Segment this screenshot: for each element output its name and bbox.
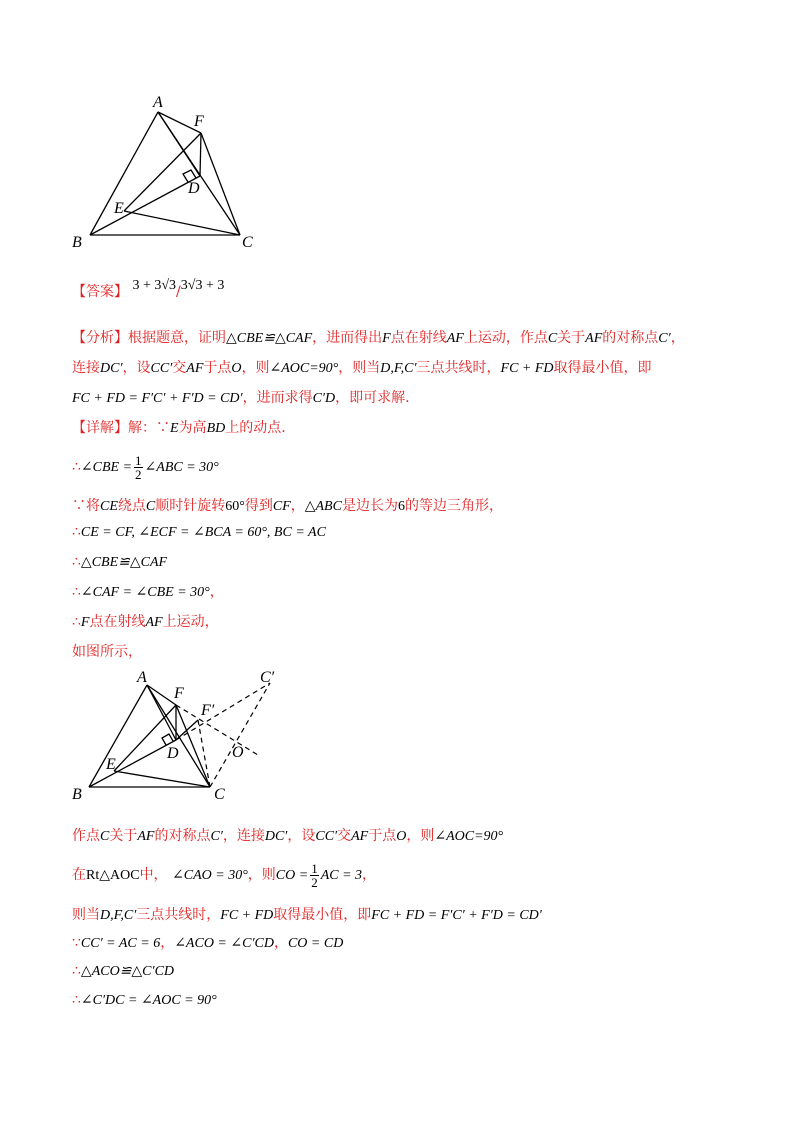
label-C-prime: C′: [260, 669, 275, 686]
detail-text: 上的动点.: [225, 420, 286, 436]
detail-text: ∴: [72, 992, 81, 1008]
analysis-tag: 【分析】: [72, 330, 128, 346]
answer-tag: 【答案】: [72, 284, 128, 300]
label-E: E: [114, 200, 124, 217]
detail-text: 在: [72, 867, 86, 883]
detail-math: CE = CF, ∠ECF = ∠BCA = 60°, BC = AC: [80, 525, 326, 540]
detail-math: C: [100, 829, 110, 844]
detail-math: ∠CAO = 30°: [172, 868, 248, 883]
fraction-one-half: [310, 862, 319, 889]
analysis-math: C′D: [312, 391, 336, 406]
analysis-text: 点在射线: [390, 330, 447, 346]
detail-text: ∵将: [72, 498, 100, 514]
analysis-text: ，: [670, 330, 685, 346]
detail-text: ，: [273, 935, 288, 951]
label-F-prime: F′: [201, 702, 215, 719]
detail-line-1: [72, 418, 286, 439]
analysis-text: 关于: [557, 330, 586, 346]
detail-math: CO =: [275, 868, 309, 883]
label-D: D: [188, 180, 200, 197]
detail2-line-3: [72, 905, 542, 926]
detail-text: 为高: [178, 420, 207, 436]
detail-math: 6: [397, 499, 405, 514]
label-E: E: [106, 756, 116, 773]
analysis-line-1: [72, 328, 685, 349]
analysis-text: 交: [172, 360, 187, 376]
detail-text: 作点: [72, 828, 100, 844]
figure-1-triangle: [70, 90, 280, 255]
detail-math: CO = CD: [287, 936, 344, 951]
analysis-text: 的对称点: [602, 330, 659, 346]
detail-text: ，: [160, 935, 175, 951]
analysis-text: 上运动，作点: [463, 330, 548, 346]
label-C: C: [214, 786, 225, 803]
detail-text: 得到: [244, 498, 273, 514]
detail-text: 上运动，: [162, 614, 219, 630]
detail-line-6: [72, 582, 224, 603]
analysis-text: ，进而得出: [312, 330, 383, 346]
detail-text: 取得最小值，即: [273, 907, 372, 923]
label-F: F: [174, 685, 184, 702]
detail2-line-5: [72, 961, 174, 982]
detail-text: 则当: [72, 907, 100, 923]
detail-math: CC′: [315, 829, 338, 844]
detail-line-8: [72, 642, 142, 662]
label-D: D: [167, 745, 179, 762]
fraction-numerator: 1: [135, 452, 142, 468]
detail-text: 是边长为: [341, 498, 398, 514]
analysis-math: △CBE≌△CAF: [226, 331, 313, 346]
detail-math: △CBE≌△CAF: [80, 555, 168, 570]
fraction-numerator: 1: [311, 860, 318, 876]
analysis-math: AF: [186, 361, 204, 376]
label-A: A: [153, 94, 163, 111]
analysis-math: DC′: [100, 361, 123, 376]
fraction-one-half: [134, 454, 143, 481]
detail-tag: 【详解】: [72, 420, 128, 436]
analysis-math: FC + FD: [500, 361, 554, 376]
detail-text: 中，: [139, 867, 168, 883]
analysis-line-2: [72, 358, 652, 379]
detail-text: 顺时针旋转: [155, 498, 226, 514]
detail-text: ∴: [72, 524, 81, 540]
detail2-line-2: [72, 858, 376, 893]
analysis-math: FC + FD = F′C′ + F′D = CD′: [72, 391, 243, 406]
detail2-line-6: [72, 990, 217, 1011]
detail-text: ，: [290, 498, 305, 514]
detail-math: AF: [137, 829, 155, 844]
detail-text: ∴: [72, 554, 81, 570]
detail-text: 三点共线时，: [136, 907, 221, 923]
detail-math: CC′ = AC = 6: [80, 936, 161, 951]
analysis-text: 取得最小值，即: [553, 360, 652, 376]
analysis-text: 三点共线时，: [416, 360, 501, 376]
detail-math: C: [145, 499, 156, 514]
detail-math: ∠ABC = 30°: [144, 460, 219, 475]
detail-math: CE: [100, 499, 118, 514]
detail-text: ，: [209, 584, 224, 600]
analysis-text: ，则: [241, 360, 270, 376]
detail-math: E: [170, 421, 179, 436]
label-A: A: [137, 669, 147, 686]
analysis-text: 根据题意，证明: [128, 330, 226, 346]
detail-math: FC + FD: [220, 908, 274, 923]
analysis-math: C′: [658, 331, 671, 346]
detail-math: ∠ACO = ∠C′CD: [174, 936, 274, 951]
analysis-text: 于点: [203, 360, 232, 376]
detail-text: 如图所示，: [72, 644, 142, 660]
detail-text: ，则: [247, 867, 276, 883]
detail-line-2: [72, 452, 219, 483]
detail-math: Rt△AOC: [86, 868, 140, 883]
analysis-math: CC′: [150, 361, 173, 376]
analysis-text: ，进而求得: [242, 390, 313, 406]
detail-math: DC′: [264, 829, 288, 844]
answer-sep: /: [176, 284, 181, 300]
figure-2-reflection: [70, 665, 300, 805]
detail-math: ∠C′DC = ∠AOC = 90°: [80, 993, 217, 1008]
label-F: F: [194, 113, 204, 130]
detail-math: F: [80, 615, 90, 630]
detail2-line-1: [72, 826, 503, 847]
analysis-text: 连接: [72, 360, 100, 376]
detail-math: ∠CAF = ∠CBE = 30°: [80, 585, 210, 600]
detail-math: CF: [272, 499, 291, 514]
answer-value-2: 3√3 + 3: [180, 278, 225, 293]
detail-math: BD: [206, 421, 226, 436]
answer-line: [72, 278, 225, 303]
detail-math: △ABC: [304, 499, 342, 514]
detail-math: D,F,C′: [100, 908, 137, 923]
detail-text: ∴: [72, 963, 81, 979]
detail-text: 绕点: [117, 498, 146, 514]
detail-line-5: [72, 552, 167, 573]
detail-math: C′: [210, 829, 223, 844]
label-B: B: [72, 786, 82, 803]
detail-math: △ACO≌△C′CD: [80, 964, 175, 979]
detail-math: O: [396, 829, 407, 844]
detail-text: 交: [337, 828, 352, 844]
analysis-line-3: [72, 388, 410, 409]
detail-text: ，连接: [222, 828, 265, 844]
detail-math: AC = 3: [320, 868, 363, 883]
detail-math: AF: [145, 615, 163, 630]
analysis-math: F: [382, 331, 391, 346]
detail-math: AF: [351, 829, 369, 844]
detail-text: ，设: [287, 828, 316, 844]
fraction-denominator: 2: [135, 466, 142, 482]
detail-text: 于点: [368, 828, 397, 844]
detail-math: ∠CBE =: [80, 460, 133, 475]
answer-value-1: 3 + 3√3: [132, 278, 177, 293]
detail-text: ∴: [72, 459, 81, 475]
detail-text: ∵: [72, 935, 81, 951]
detail-text: ，则: [406, 828, 435, 844]
detail-line-3: [72, 496, 503, 517]
analysis-text: ，即可求解.: [335, 390, 410, 406]
label-C: C: [242, 234, 253, 251]
label-B: B: [72, 234, 82, 251]
detail-math: ∠AOC=90°: [434, 829, 504, 844]
analysis-math: ∠AOC=90°: [269, 361, 339, 376]
detail-text: 的等边三角形，: [404, 498, 503, 514]
detail-math: FC + FD = F′C′ + F′D = CD′: [371, 908, 542, 923]
analysis-text: ，则当: [338, 360, 381, 376]
analysis-math: C: [547, 331, 558, 346]
analysis-math: AF: [585, 331, 603, 346]
detail-text: 的对称点: [154, 828, 211, 844]
fraction-denominator: 2: [311, 874, 318, 890]
detail-text: 解：∵: [128, 420, 170, 436]
analysis-math: AF: [446, 331, 464, 346]
detail-line-4: [72, 522, 326, 543]
analysis-math: O: [231, 361, 242, 376]
analysis-text: ，设: [122, 360, 151, 376]
detail-text: 点在射线: [89, 614, 146, 630]
detail-text: ∴: [72, 584, 81, 600]
label-O: O: [232, 744, 244, 761]
detail-text: ∴: [72, 614, 81, 630]
analysis-math: D,F,C′: [380, 361, 417, 376]
detail-math: 60°: [225, 499, 245, 514]
detail-text: 关于: [109, 828, 138, 844]
detail-line-7: [72, 612, 219, 633]
detail-text: ，: [362, 867, 377, 883]
detail2-line-4: [72, 933, 343, 954]
